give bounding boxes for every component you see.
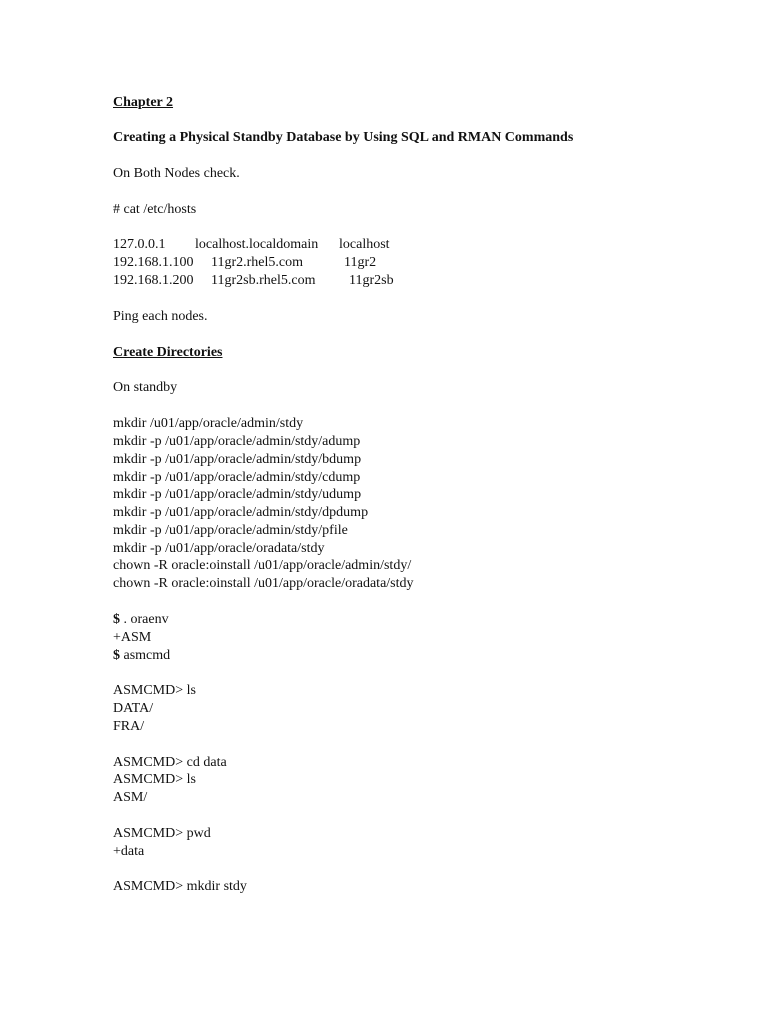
asmcmd-line: ASMCMD> ls	[113, 772, 196, 787]
shell-command-line: chown -R oracle:oinstall /u01/app/oracle/admin/stdy/	[113, 558, 412, 573]
shell-command-line: mkdir -p /u01/app/oracle/oradata/stdy	[113, 541, 325, 556]
host-name: 11gr2sb.rhel5.com	[211, 273, 316, 288]
asmcmd-line: ASMCMD> mkdir stdy	[113, 879, 247, 894]
shell-prompt: $	[113, 648, 120, 663]
oraenv-command	[113, 611, 169, 629]
command-text: . oraenv	[120, 612, 169, 627]
host-ip: 192.168.1.100	[113, 255, 194, 270]
ping-note: Ping each nodes.	[113, 309, 208, 324]
asm-sid: +ASM	[113, 630, 152, 645]
host-ip: 192.168.1.200	[113, 273, 194, 288]
standby-note: On standby	[113, 380, 178, 395]
shell-command-line: mkdir -p /u01/app/oracle/admin/stdy/cdump	[113, 470, 361, 485]
asmcmd-line: DATA/	[113, 701, 154, 716]
asmcmd-line: +data	[113, 844, 145, 859]
shell-command-line: mkdir -p /u01/app/oracle/admin/stdy/dpdump	[113, 505, 369, 520]
shell-command-line: mkdir -p /u01/app/oracle/admin/stdy/udump	[113, 487, 362, 502]
host-alias: 11gr2	[344, 255, 377, 270]
host-alias: localhost	[339, 237, 390, 252]
hosts-command: # cat /etc/hosts	[113, 202, 197, 217]
chapter-heading: Chapter 2	[113, 95, 174, 110]
host-name: localhost.localdomain	[195, 237, 319, 252]
host-ip: 127.0.0.1	[113, 237, 166, 252]
shell-command-line: mkdir -p /u01/app/oracle/admin/stdy/adump	[113, 434, 361, 449]
asmcmd-line: ASMCMD> ls	[113, 683, 196, 698]
shell-command-line: mkdir -p /u01/app/oracle/admin/stdy/pfile	[113, 523, 348, 538]
asmcmd-line: ASM/	[113, 790, 148, 805]
section-heading-create-directories: Create Directories	[113, 345, 223, 360]
host-name: 11gr2.rhel5.com	[211, 255, 304, 270]
shell-command-line: chown -R oracle:oinstall /u01/app/oracle/oradata/stdy	[113, 576, 414, 591]
asmcmd-command	[113, 647, 170, 665]
hosts-entry	[113, 236, 433, 254]
both-nodes-note: On Both Nodes check.	[113, 166, 240, 181]
host-alias: 11gr2sb	[349, 273, 394, 288]
hosts-entry	[113, 254, 433, 272]
asmcmd-line: FRA/	[113, 719, 145, 734]
asmcmd-line: ASMCMD> cd data	[113, 755, 227, 770]
shell-prompt: $	[113, 612, 120, 627]
hosts-entry	[113, 272, 433, 290]
command-text: asmcmd	[120, 648, 171, 663]
shell-command-line: mkdir -p /u01/app/oracle/admin/stdy/bdump	[113, 452, 362, 467]
shell-command-line: mkdir /u01/app/oracle/admin/stdy	[113, 416, 304, 431]
document-title: Creating a Physical Standby Database by Using SQL and RMAN Commands	[113, 130, 574, 145]
asmcmd-line: ASMCMD> pwd	[113, 826, 211, 841]
